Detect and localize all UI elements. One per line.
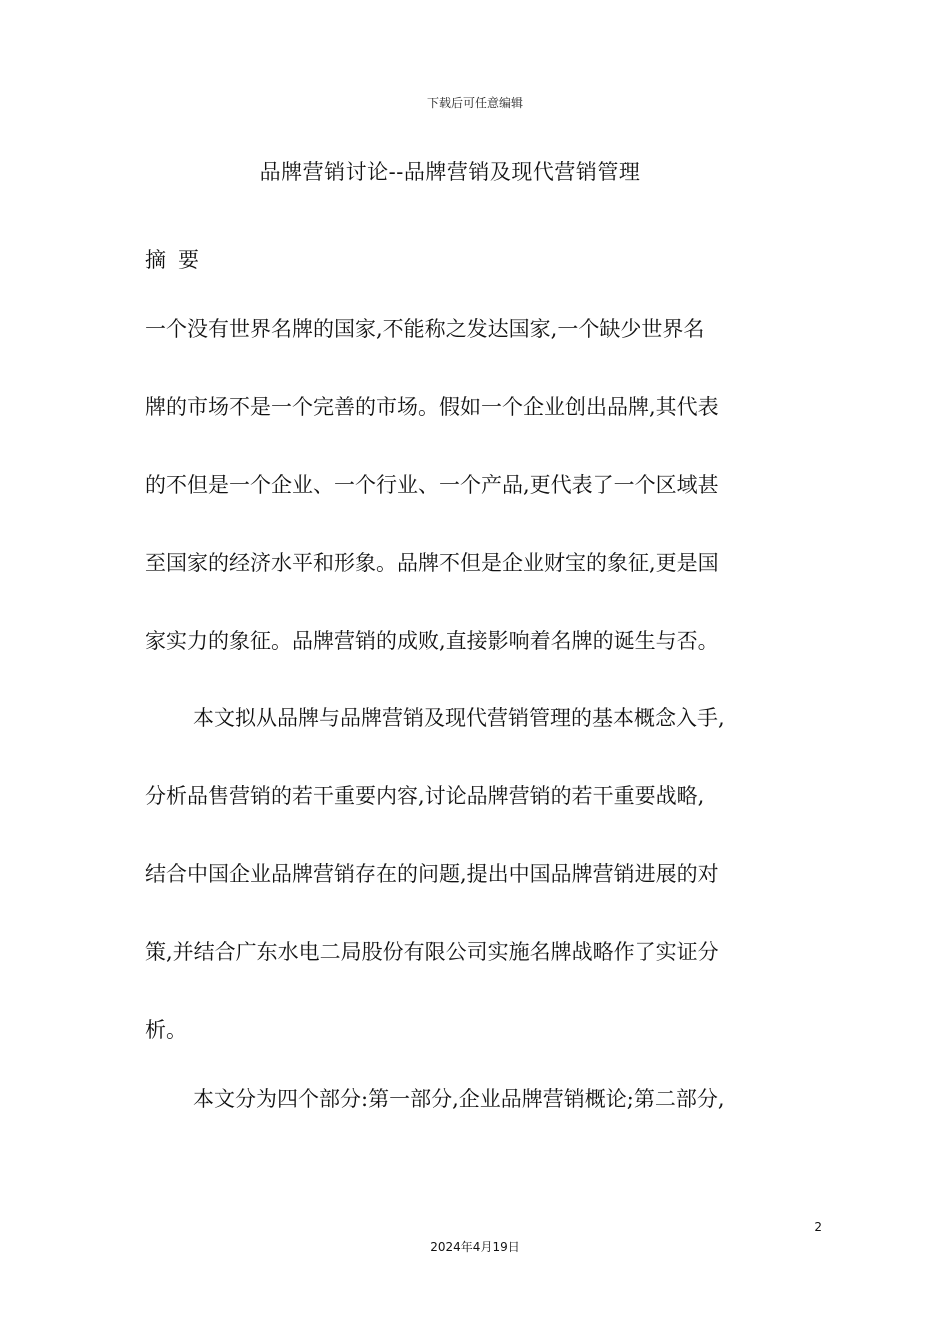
page-number: 2 (814, 1220, 822, 1234)
paragraph-1 (145, 314, 815, 704)
text-line: 本文分为四个部分:第一部分,企业品牌营销概论;第二部分, (193, 1087, 725, 1111)
text-line: 析。 (145, 1018, 187, 1042)
text-line: 本文拟从品牌与品牌营销及现代营销管理的基本概念入手, (193, 706, 725, 730)
text-line: 策,并结合广东水电二局股份有限公司实施名牌战略作了实证分 (145, 940, 719, 964)
text-line: 分析品售营销的若干重要内容,讨论品牌营销的若干重要战略, (145, 784, 705, 808)
footer-date: 2024年4月19日 (430, 1240, 520, 1254)
text-line: 至国家的经济水平和形象。品牌不但是企业财宝的象征,更是国 (145, 551, 719, 575)
header-note: 下载后可任意编辑 (426, 96, 523, 110)
document-title: 品牌营销讨论--品牌营销及现代营销管理 (259, 160, 641, 184)
paragraph-3 (145, 1084, 815, 1162)
text-line: 的不但是一个企业、一个行业、一个产品,更代表了一个区域甚 (145, 473, 719, 497)
text-line: 家实力的象征。品牌营销的成败,直接影响着名牌的诞生与否。 (145, 629, 719, 653)
text-line: 牌的市场不是一个完善的市场。假如一个企业创出品牌,其代表 (145, 395, 719, 419)
text-line: 一个没有世界名牌的国家,不能称之发达国家,一个缺少世界名 (145, 317, 705, 341)
paragraph-2 (145, 703, 815, 1093)
abstract-heading: 摘要 (145, 248, 211, 272)
text-line: 结合中国企业品牌营销存在的问题,提出中国品牌营销进展的对 (145, 862, 719, 886)
